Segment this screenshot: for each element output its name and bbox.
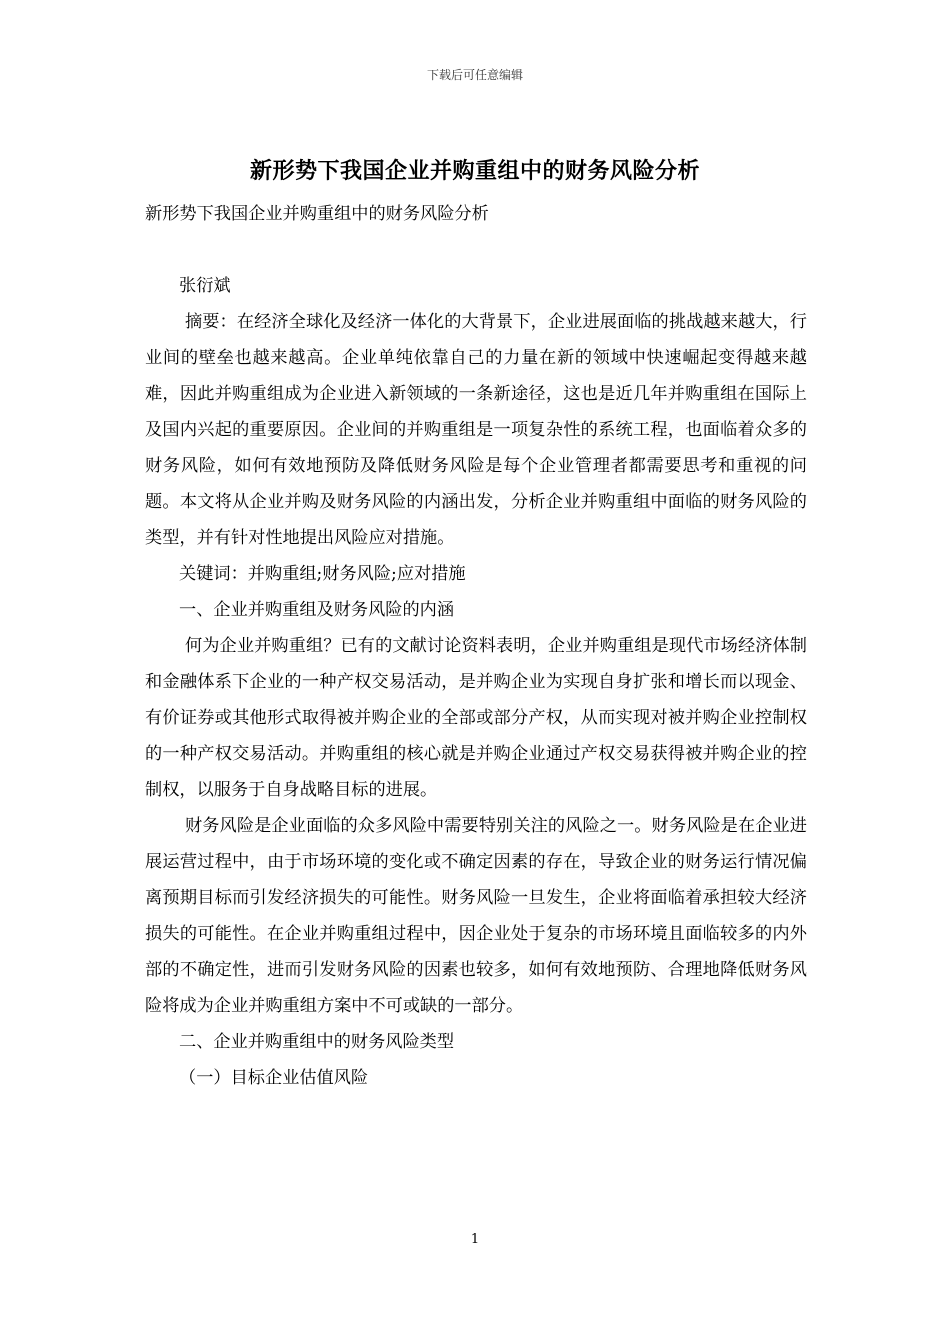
author: 张衍斌	[179, 276, 231, 296]
section-heading-2: 二、企业并购重组中的财务风险类型	[179, 1032, 455, 1052]
abstract-paragraph: 摘要：在经济全球化及经济一体化的大背景下，企业进展面临的挑战越来越大，行业间的壁垒也越来越高。企业单纯依靠自己的力量在新的领域中快速崛起变得越来越难，因此并购重组成为企业进入新领域的一条新途径，这也是近几年并购重组在国际上及国内兴起的重要原因。企业间的并购重组是一项复杂性的系统工程，也面临着众多的财务风险，如何有效地预防及降低财务风险是每个企业管理者都需要思考和重视的问题。本文将从企业并购及财务风险的内涵出发，分析企业并购重组中面临的财务风险的类型，并有针对性地提出风险应对措施。	[145, 312, 807, 548]
document-title: 新形势下我国企业并购重组中的财务风险分析	[249, 158, 700, 184]
header-note: 下载后可任意编辑	[426, 68, 523, 82]
subtitle: 新形势下我国企业并购重组中的财务风险分析	[145, 204, 489, 224]
subsection-heading-1: （一）目标企业估值风险	[179, 1068, 369, 1088]
section-heading-1: 一、企业并购重组及财务风险的内涵	[179, 600, 455, 620]
keywords-line: 关键词：并购重组;财务风险;应对措施	[179, 564, 466, 584]
body-paragraph-2: 财务风险是企业面临的众多风险中需要特别关注的风险之一。财务风险是在企业进展运营过程中，由于市场环境的变化或不确定因素的存在，导致企业的财务运行情况偏离预期目标而引发经济损失的可能性。财务风险一旦发生，企业将面临着承担较大经济损失的可能性。在企业并购重组过程中，因企业处于复杂的市场环境且面临较多的内外部的不确定性，进而引发财务风险的因素也较多，如何有效地预防、合理地降低财务风险将成为企业并购重组方案中不可或缺的一部分。	[145, 816, 807, 1016]
document-body	[145, 196, 807, 1096]
body-paragraph-1: 何为企业并购重组？已有的文献讨论资料表明，企业并购重组是现代市场经济体制和金融体系下企业的一种产权交易活动，是并购企业为实现自身扩张和增长而以现金、有价证券或其他形式取得被并购企业的全部或部分产权，从而实现对被并购企业控制权的一种产权交易活动。并购重组的核心就是并购企业通过产权交易获得被并购企业的控制权，以服务于自身战略目标的进展。	[145, 636, 807, 800]
page-number: 1	[470, 1232, 480, 1247]
